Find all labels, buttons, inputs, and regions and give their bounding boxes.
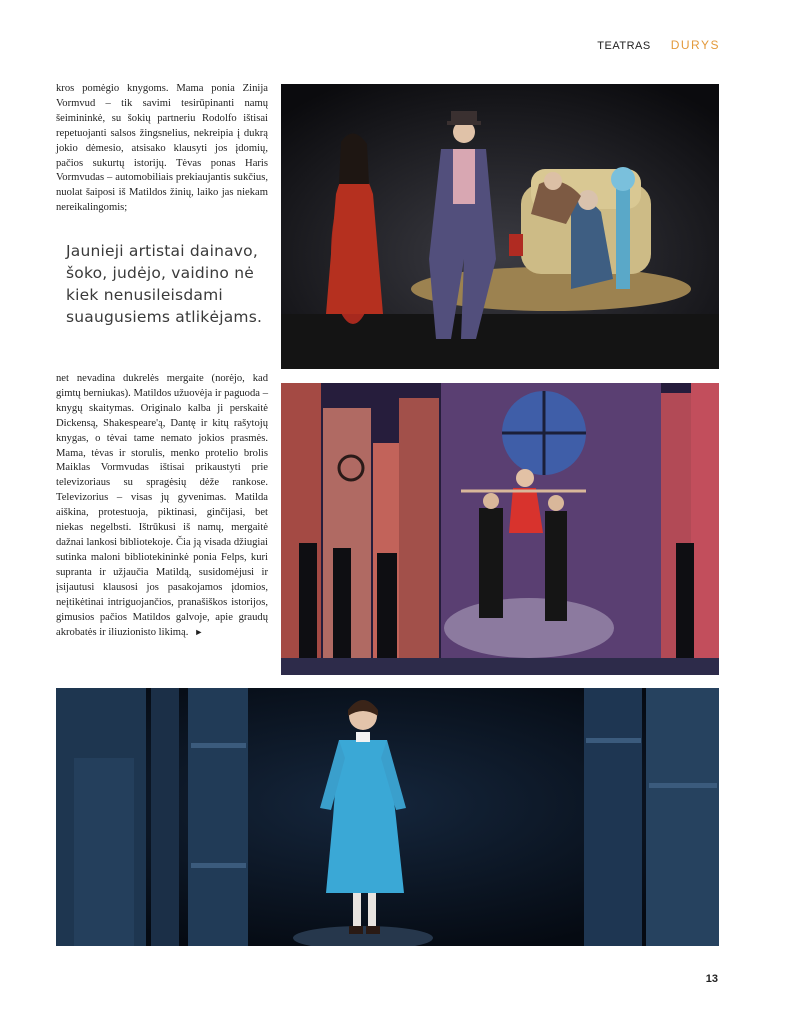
article-paragraph-2-text: net nevadina dukrelės mergaite (norėjo, kad gimtų berniukas). Matildos užuovėja ir paguoda – knygų skaitymas. Originalo kalba ji perskaitė Dickensą, Shakespeare'ą, Dantę ir kitų rašytojų knygas, o tėvai tame nemato jokios prasmės. Mama, tėvas ir storulis, menko protelio brolis Maiklas Vormvudas ištisai prikaustyti prie televizoriaus su spragėsių dėže rankose. Televizorius – visas jų gyvenimas. Matilda aiškina, protestuoja, piktinasi, ginčijasi, bet niekas negelbsti. Ištrūkusi iš namų, mergaitė dažnai lankosi bibliotekoje. Čia ją visada džiugiai sutinka maloni bibliotekininkė ponia Felps, kuri supranta ir užjaučia Matildą, susidomėjusi ir įsijautusi klausosi jos pasakojamos įdomios, neįtikėtinai intriguojančios, pranašiškos istorijos, gimusios pačios Matildos galvoje, apie graudų akrobatės ir iliuzionisto likimą. xyxy=(56,373,268,639)
article-paragraph-2 xyxy=(56,372,268,641)
pull-quote: Jaunieji artistai dainavo, šoko, judėjo, vaidino nė kiek nenusileisdami suaugusiems atlikėjams. xyxy=(66,242,263,326)
article-column-2 xyxy=(56,372,268,641)
article-paragraph-1: kros pomėgio knygoms. Mama ponia Zinija Vormvud – tik savimi tesirūpinanti namų šeimininkė, su šokių partneriu Rodolfo ištisai repetuojanti salsos žingsnelius, nekreipia į dukrą jokio dėmesio, atsisako klausyti jos įdomių, pačios sukurtų istorijų. Tėvas ponas Haris Vormvudas – automobiliais prekiaujantis sukčius, nuolat šaiposi iš Matildos žinių, laiko jas niekam nereikalingomis; xyxy=(56,83,268,214)
stage-photo-acrobats xyxy=(281,383,719,675)
magazine-brand: DURYS xyxy=(670,38,720,52)
section-label: TEATRAS xyxy=(597,40,651,52)
stage-photo-librarian xyxy=(56,688,719,946)
continue-arrow-icon: ► xyxy=(194,627,204,638)
page-header xyxy=(597,38,720,54)
page-number: 13 xyxy=(705,973,718,985)
stage-photo-family xyxy=(281,84,719,369)
article-column-1 xyxy=(56,82,268,216)
